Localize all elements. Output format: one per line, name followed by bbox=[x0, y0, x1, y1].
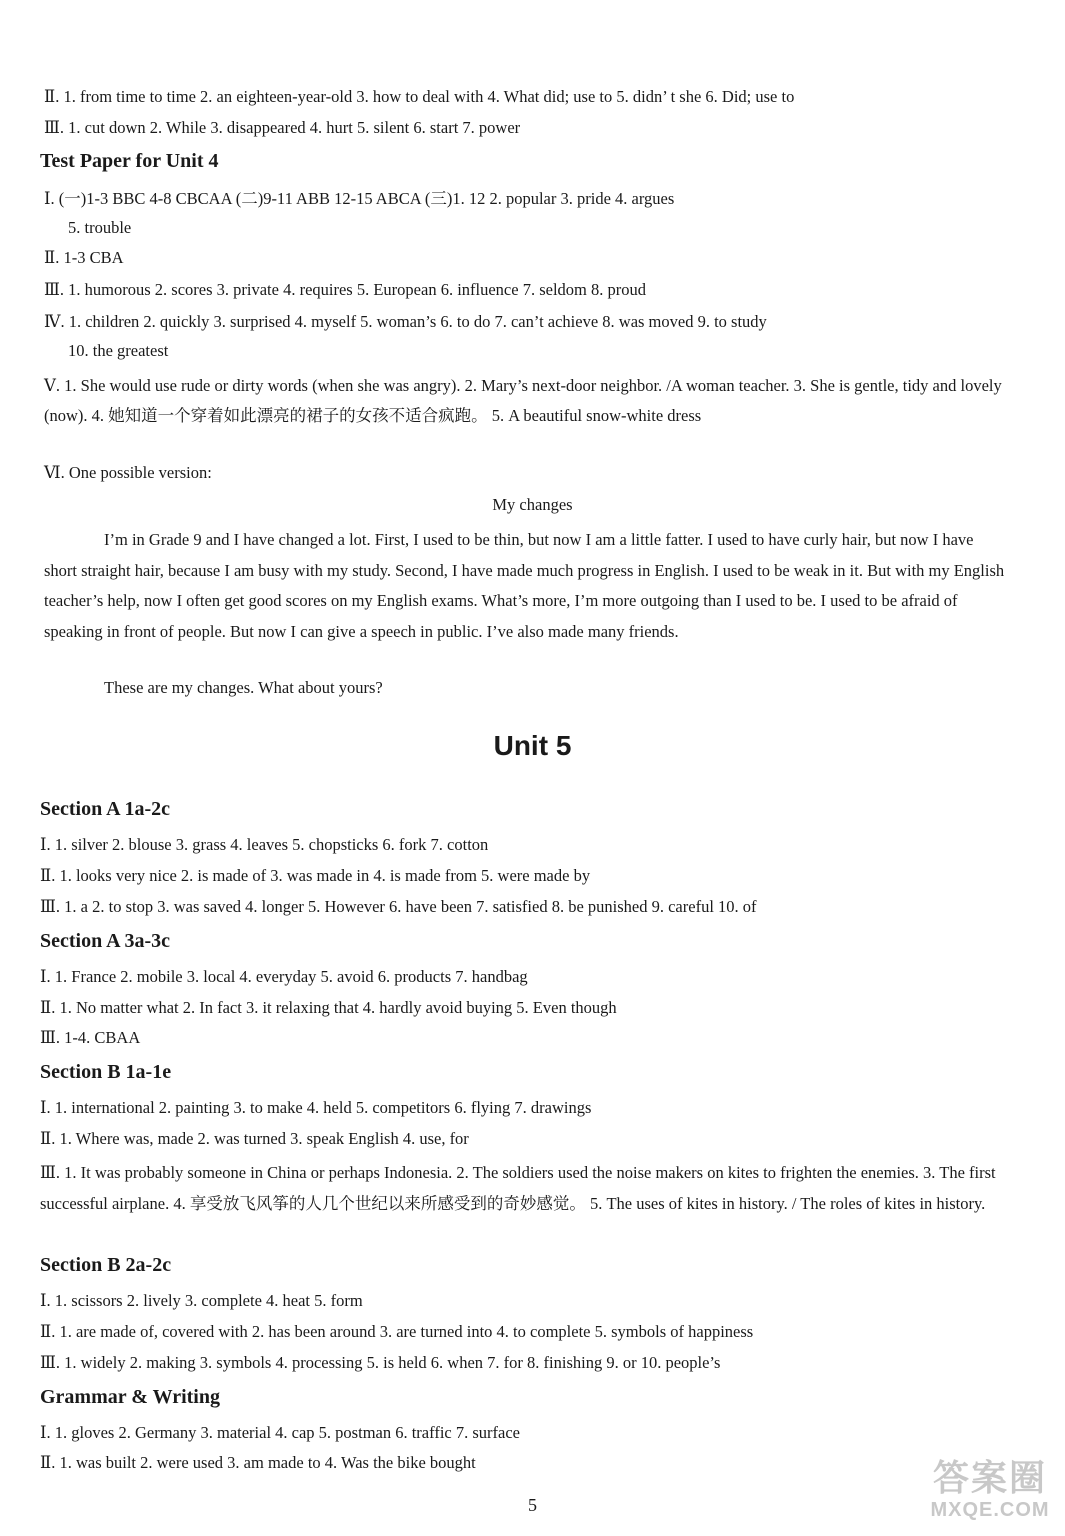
sa2-part-iii: Ⅲ. 1-4. CBAA bbox=[40, 1028, 141, 1047]
section-b-1a-1e-heading: Section B 1a-1e bbox=[40, 1061, 172, 1083]
section-a-3a-3c-heading: Section A 3a-3c bbox=[40, 930, 170, 952]
sa2-part-i: Ⅰ. 1. France 2. mobile 3. local 4. everyday 5. avoid 6. products 7. handbag bbox=[40, 967, 528, 986]
prev-section-ii: Ⅱ. 1. from time to time 2. an eighteen-year-old 3. how to deal with 4. What did; use to 5. didn’ t she 6. Did; use to bbox=[44, 87, 795, 106]
sa2-part-ii: Ⅱ. 1. No matter what 2. In fact 3. it relaxing that 4. hardly avoid buying 5. Even though bbox=[40, 998, 617, 1017]
watermark-logo-top: 答案圈 bbox=[932, 1457, 1047, 1498]
section-b-2a-2c-heading: Section B 2a-2c bbox=[40, 1254, 172, 1276]
essay-paragraph-2: These are my changes. What about yours? bbox=[104, 678, 383, 697]
sa1-part-i: Ⅰ. 1. silver 2. blouse 3. grass 4. leaves 5. chopsticks 6. fork 7. cotton bbox=[40, 835, 489, 854]
tp-part-iv: Ⅳ. 1. children 2. quickly 3. surprised 4. myself 5. woman’s 6. to do 7. can’t achieve 8. was moved 9. to study bbox=[44, 312, 767, 331]
section-a-1a-2c-heading: Section A 1a-2c bbox=[40, 798, 170, 820]
gw-part-i: Ⅰ. 1. gloves 2. Germany 3. material 4. cap 5. postman 6. traffic 7. surface bbox=[40, 1423, 520, 1442]
sa1-part-iii: Ⅲ. 1. a 2. to stop 3. was saved 4. longer 5. However 6. have been 7. satisfied 8. be punished 9. careful 10. of bbox=[40, 897, 757, 916]
sb1-part-i: Ⅰ. 1. international 2. painting 3. to make 4. held 5. competitors 6. flying 7. drawings bbox=[40, 1098, 592, 1117]
essay-title: My changes bbox=[492, 495, 573, 514]
watermark-logo bbox=[925, 1458, 1055, 1528]
sb1-part-iii: Ⅲ. 1. It was probably someone in China or perhaps Indonesia. 2. The soldiers used the noise makers on kites to frighten the enemies. 3. The first successful airplane. 4. 享受放飞风筝的人几个世纪以来所感受到的奇妙感觉。 5. The uses of kites in history. / The roles of kites in history. bbox=[40, 1163, 996, 1213]
sb1-part-ii: Ⅱ. 1. Where was, made 2. was turned 3. speak English 4. use, for bbox=[40, 1129, 469, 1148]
tp-part-i-cont: 5. trouble bbox=[68, 218, 132, 237]
sb2-part-ii: Ⅱ. 1. are made of, covered with 2. has been around 3. are turned into 4. to complete 5. symbols of happiness bbox=[40, 1322, 754, 1341]
gw-part-ii: Ⅱ. 1. was built 2. were used 3. am made to 4. Was the bike bought bbox=[40, 1453, 476, 1472]
sb2-part-i: Ⅰ. 1. scissors 2. lively 3. complete 4. heat 5. form bbox=[40, 1291, 363, 1310]
watermark-logo-bottom: MXQE.COM bbox=[930, 1499, 1050, 1521]
unit-title: Unit 5 bbox=[493, 730, 572, 761]
tp-part-iv-cont: 10. the greatest bbox=[68, 341, 169, 360]
page-number: 5 bbox=[528, 1495, 537, 1515]
sa1-part-ii: Ⅱ. 1. looks very nice 2. is made of 3. was made in 4. is made from 5. were made by bbox=[40, 866, 591, 885]
tp-part-i: Ⅰ. (一)1-3 BBC 4-8 CBCAA (二)9-11 ABB 12-15 ABCA (三)1. 12 2. popular 3. pride 4. argues bbox=[44, 189, 675, 208]
tp-part-ii: Ⅱ. 1-3 CBA bbox=[44, 248, 124, 267]
tp-part-iii: Ⅲ. 1. humorous 2. scores 3. private 4. requires 5. European 6. influence 7. seldom 8. proud bbox=[44, 280, 646, 299]
test-paper-heading: Test Paper for Unit 4 bbox=[40, 150, 219, 172]
tp-part-vi: Ⅵ. One possible version: bbox=[44, 463, 212, 482]
tp-part-v: Ⅴ. 1. She would use rude or dirty words (when she was angry). 2. Mary’s next-door neighbor. /A woman teacher. 3. She is gentle, tidy and lovely (now). 4. 她知道一个穿着如此漂亮的裙子的女孩不适合疯跑。 5. A beautiful snow-white dress bbox=[44, 376, 1002, 425]
sb2-part-iii: Ⅲ. 1. widely 2. making 3. symbols 4. processing 5. is held 6. when 7. for 8. finishing 9. or 10. people’s bbox=[40, 1353, 721, 1372]
essay-paragraph-1: I’m in Grade 9 and I have changed a lot. First, I used to be thin, but now I am a little fatter. I used to have curly hair, but now I have short straight hair, because I am busy with my study. Second, I have made much progress in English. I used to be weak in it. But with my English teacher’s help, now I often get good scores on my English exams. What’s more, I’m more outgoing than I used to be. I used to be afraid of speaking in front of people. But now I can give a speech in public. I’ve also made many friends. bbox=[44, 530, 1005, 641]
prev-section-iii: Ⅲ. 1. cut down 2. While 3. disappeared 4. hurt 5. silent 6. start 7. power bbox=[44, 118, 521, 137]
grammar-writing-heading: Grammar & Writing bbox=[40, 1386, 220, 1408]
